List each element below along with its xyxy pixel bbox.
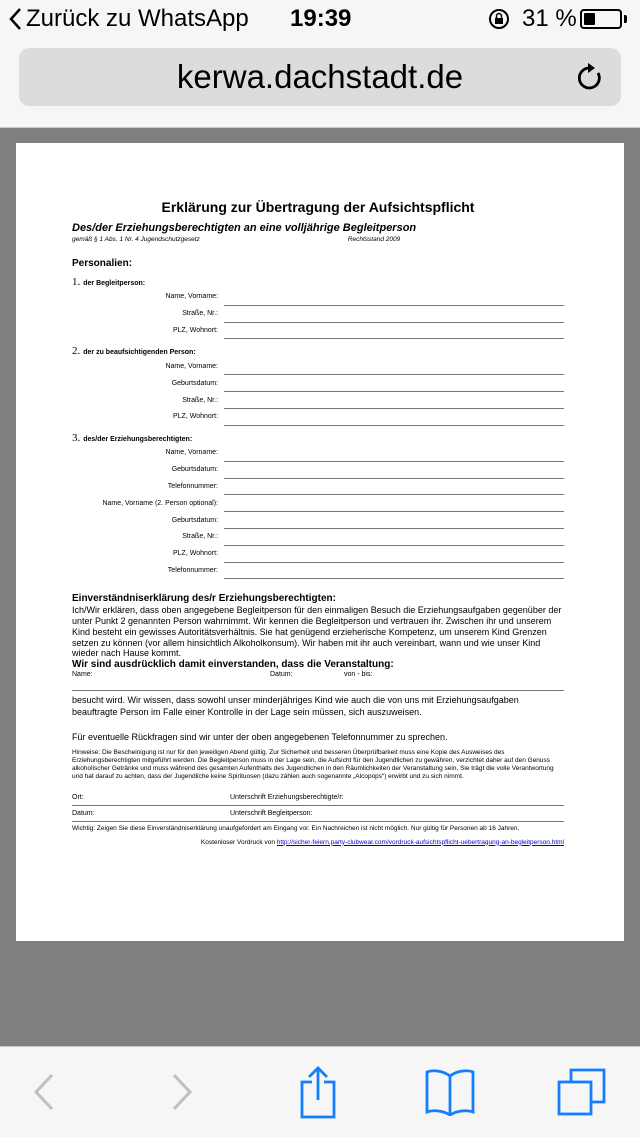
back-chevron-icon [32, 1072, 56, 1112]
sig-datum-label: Datum: [72, 810, 95, 818]
form-field-row [72, 323, 564, 340]
personalien-heading: Personalien: [72, 257, 133, 269]
field-label: Geburtsdatum: [171, 379, 218, 387]
browser-toolbar [0, 1046, 640, 1137]
field-label: Straße, Nr.: [182, 533, 218, 541]
tabs-icon [556, 1066, 608, 1118]
group-number: 3. [72, 431, 81, 444]
field-line[interactable] [224, 425, 564, 426]
form-field-row [72, 495, 564, 512]
forward-chevron-icon [170, 1072, 194, 1112]
visit-date-label: Datum: [270, 671, 293, 679]
back-to-app-label: Zurück zu WhatsApp [26, 5, 249, 32]
group2-fields [72, 359, 564, 426]
signature-row-1 [72, 790, 564, 806]
share-icon [298, 1064, 338, 1120]
field-label: Telefonnummer: [167, 566, 218, 574]
doc-subtitle: Des/der Erziehungsberechtigten an eine volljährige Begleitperson [72, 221, 417, 234]
pdf-page [16, 143, 624, 941]
form-field-row [72, 359, 564, 376]
form-field-row [72, 563, 564, 580]
battery-icon [580, 9, 622, 29]
group3-title [72, 432, 564, 445]
form-field-row [72, 512, 564, 529]
field-line[interactable] [224, 578, 564, 579]
forward-button[interactable] [142, 1047, 222, 1137]
visit-row [72, 671, 564, 691]
clock: 19:39 [290, 5, 352, 32]
field-label: Straße, Nr.: [182, 396, 218, 404]
group-number: 1. [72, 275, 81, 288]
form-field-row [72, 375, 564, 392]
field-label: PLZ, Wohnort: [172, 550, 218, 558]
field-label: Straße, Nr.: [182, 310, 218, 318]
bookmarks-button[interactable] [410, 1047, 490, 1137]
status-bar [0, 0, 640, 40]
bookmarks-icon [424, 1068, 476, 1116]
rotation-lock-icon [486, 8, 512, 37]
vordruck-label: Kostenloser Vordruck von [200, 838, 275, 846]
group3-fields [72, 445, 564, 579]
field-label: Geburtsdatum: [171, 516, 218, 524]
field-label: Name, Vorname: [165, 449, 218, 457]
group-label: des/der Erziehungsberechtigten: [83, 435, 193, 443]
law-status: Rechtsstand 2009 [347, 235, 401, 243]
group1-title [72, 276, 564, 289]
share-button[interactable] [278, 1047, 358, 1137]
contact-text: Für eventuelle Rückfragen sind wir unter der oben angegebenen Telefonnummer zu sprechen. [72, 731, 448, 742]
group-label: der Begleitperson: [83, 279, 146, 287]
consent-heading: Einverständniserklärung des/r Erziehungsberechtigten: [72, 593, 336, 605]
back-arrow-icon [8, 7, 22, 31]
group2-title [72, 345, 564, 358]
field-label: PLZ, Wohnort: [172, 326, 218, 334]
field-label: Geburtsdatum: [171, 466, 218, 474]
field-label: Name, Vorname: [165, 293, 218, 301]
form-field-row [72, 289, 564, 306]
vordruck-line [72, 839, 564, 847]
sig-parent-label: Unterschrift Erziehungsberechtigte/r: [230, 794, 344, 802]
browser-header [0, 0, 640, 128]
visit-name-label: Name: [72, 671, 93, 679]
form-field-row [72, 462, 564, 479]
doc-title: Erklärung zur Übertragung der Aufsichtspflicht [161, 199, 475, 215]
battery-percent: 31 % [522, 5, 577, 32]
hinweise-text: Hinweise: Die Bescheinigung ist nur für den jeweiligen Abend gültig. Zur Sicherheit und besseren Überprüfbarkeit muss eine Kopie des Ausweises des Erziehungsberechtigten mitgeführt werden. Die Begleitperson muss in der Lage sein, die Aufsicht für den Jugendlichen zu gewähren, verzichtet daher auf den Genuss alkoholischer Getränke und muss während des gesamten Aufenthalts des Jugendlichen in den Räumlichkeiten der Veranstaltung sein. Sie trägt die volle Verantwortung und hat darauf zu achten, dass der Jugendliche keine Spirituosen (dazu zählen auch sogenannte „Alcopops“) erwirbt und zu sich nimmt. [72, 749, 554, 781]
visit-line[interactable] [72, 690, 564, 691]
tabs-button[interactable] [542, 1047, 622, 1137]
signature-line[interactable] [72, 821, 564, 822]
field-label: Telefonnummer: [167, 482, 218, 490]
field-line[interactable] [224, 338, 564, 339]
visit-time-label: von - bis: [344, 671, 373, 679]
law-ref: gemäß § 1 Abs. 1 Nr. 4 Jugendschutzgesetz [72, 235, 200, 243]
form-field-row [72, 546, 564, 563]
sig-companion-label: Unterschrift Begleitperson: [230, 810, 313, 818]
agree-heading: Wir sind ausdrücklich damit einverstanden, dass die Veranstaltung: [72, 659, 394, 671]
url-bar[interactable] [19, 48, 621, 106]
url-text[interactable]: kerwa.dachstadt.de [176, 58, 464, 95]
form-field-row [72, 392, 564, 409]
field-label: Name, Vorname (2. Person optional): [102, 499, 218, 507]
form-field-row [72, 479, 564, 496]
vordruck-link[interactable]: http://sicher-feiern.party-clubwear.com/vordruck-aufsichtspflicht-uebertragung-an-begleitperson.html [276, 838, 564, 846]
field-label: PLZ, Wohnort: [172, 413, 218, 421]
back-to-app-button[interactable] [8, 5, 249, 33]
document [72, 199, 564, 846]
consent-text: Ich/Wir erklären, dass oben angegebene Begleitperson für den einmaligen Besuch die Erziehungsaufgaben gegenüber der unter Punkt 2 genannten Person wahrnimmt. Wir kennen die Begleitperson und vertrauen ihr. Zwischen ihr und unserem Kind besteht ein gewisses Autoritätsverhältnis. Sie hat genügend erzieherische Kompetenz, um unserem Kind Grenzen setzen zu können (vor allem hinsichtlich Alkoholkonsum). Wir haben mit ihr auch vereinbart, wann und wie unser Kind wieder nach Hause kommt. [72, 605, 562, 659]
law-reference [72, 236, 564, 244]
visit-text: besucht wird. Wir wissen, dass sowohl unser minderjähriges Kind wie auch die von uns mit Erziehungsaufgaben beauftragte Person im Falle einer Kontrolle in der Lage sein müssen, sich auszuweisen. [72, 695, 519, 717]
form-field-row [72, 409, 564, 426]
battery-tip [624, 15, 627, 23]
signature-row-2 [72, 806, 564, 822]
form-field-row [72, 306, 564, 323]
reload-icon[interactable] [575, 61, 605, 98]
sig-ort-label: Ort: [72, 794, 84, 802]
group-label: der zu beaufsichtigenden Person: [83, 349, 196, 357]
back-button[interactable] [4, 1047, 84, 1137]
form-field-row [72, 529, 564, 546]
group-number: 2. [72, 345, 81, 358]
wichtig-text: Wichtig: Zeigen Sie diese Einverständniserklärung unaufgefordert am Eingang vor. Ein Nachreichen ist nicht möglich. Nur gültig für Personen ab 16 Jahren. [72, 824, 520, 832]
form-field-row [72, 445, 564, 462]
group1-fields [72, 289, 564, 339]
field-label: Name, Vorname: [165, 362, 218, 370]
